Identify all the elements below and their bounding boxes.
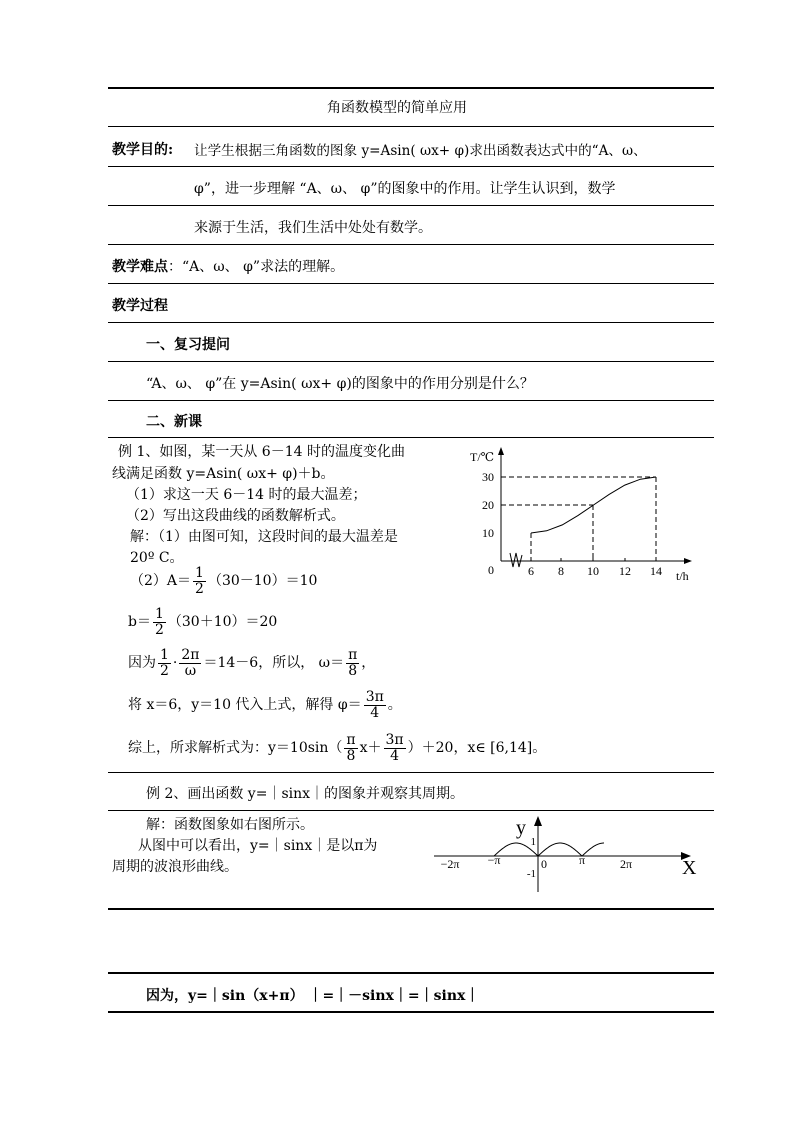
formula-text: （30＋10）＝20	[167, 614, 278, 631]
fraction	[193, 566, 206, 596]
x-axis-arrow	[684, 558, 692, 564]
example1-sol1: 解：（1）由图可知，这段时间的最大温差是	[130, 529, 398, 545]
fraction-denominator: 4	[370, 704, 380, 721]
y-axis-label: y	[516, 817, 526, 839]
formula-text: ）＋20，x∈ [6,14]。	[407, 740, 547, 757]
y-tick-label: -1	[526, 868, 536, 880]
x-axis-label: X	[682, 857, 697, 879]
y-axis-arrow	[498, 447, 504, 455]
rule-bottom	[108, 1011, 714, 1013]
x-tick-label: 8	[558, 564, 564, 578]
objectives-label: 教学目的:	[112, 142, 174, 158]
final-statement: 因为，y=｜sin（x+π） ｜=｜－sinx｜=｜sinx｜	[146, 988, 480, 1004]
rule	[108, 126, 714, 127]
fraction-numerator: π	[348, 647, 358, 663]
example2-sol2: 从图中可以看出，y=｜sinx｜是以π为	[138, 838, 378, 854]
y-tick-label: 1	[530, 836, 536, 848]
y-axis-label: T/℃	[470, 450, 495, 464]
fraction-numerator: π	[346, 732, 356, 748]
x-tick-label: −2π	[440, 857, 460, 871]
x-tick-label: 10	[587, 564, 599, 578]
example1-sol1b: 20º C。	[130, 550, 184, 566]
fraction-numerator: 1	[160, 647, 169, 663]
x-tick-label: 14	[650, 564, 662, 578]
page-title: 角函数模型的简单应用	[327, 100, 467, 116]
example1-line1: 例 1、如图，某一天从 6－14 时的温度变化曲	[118, 444, 405, 460]
fraction-numerator: 1	[154, 606, 164, 622]
formula-text: 。	[387, 697, 402, 714]
example2-sol3: 周期的波浪形曲线。	[112, 859, 238, 875]
example1-line2: 线满足函数 y=Asin( ωx+ φ)＋b。	[112, 466, 335, 482]
fraction-numerator: 3π	[365, 689, 384, 705]
review-heading: 一、复习提问	[146, 337, 230, 353]
y-tick-label: 30	[482, 470, 494, 484]
formula-text: b＝	[128, 614, 151, 631]
fraction	[344, 733, 357, 763]
new-lesson-heading: 二、新课	[146, 414, 202, 430]
rule	[108, 205, 714, 206]
rule	[108, 972, 714, 974]
fraction	[153, 607, 166, 637]
rule	[108, 166, 714, 167]
difficulty-text: ：“A、ω、 φ”求法的理解。	[168, 259, 345, 275]
x-tick-label: 6	[528, 564, 534, 578]
fraction-denominator: 2	[160, 662, 169, 679]
fraction-denominator: 2	[154, 621, 164, 638]
difficulty-label: 教学难点	[112, 259, 168, 275]
objectives-line3: 来源于生活，我们生活中处处有数学。	[194, 220, 432, 236]
objectives-line2: φ”，进一步理解 “A、ω、 φ”的图象中的作用。让学生认识到，数学	[194, 181, 616, 197]
origin-label: 0	[488, 563, 494, 577]
formula-text: （2）A＝	[130, 573, 192, 590]
rule-top	[108, 87, 714, 89]
formula-summary	[128, 733, 546, 763]
fraction-denominator: 8	[346, 747, 356, 764]
temperature-chart	[460, 437, 700, 587]
x-tick-label: −π	[487, 853, 501, 867]
formula-phi	[128, 690, 402, 720]
example2-question: 例 2、画出函数 y=｜sinx｜的图象并观察其周期。	[146, 786, 465, 802]
fraction-denominator: 4	[390, 747, 400, 764]
rule	[108, 810, 714, 811]
y-axis-arrow	[534, 816, 542, 826]
formula-text: ，	[361, 655, 376, 672]
rule	[108, 400, 714, 401]
fraction	[179, 648, 201, 678]
rule	[108, 244, 714, 245]
y-tick-label: 10	[482, 526, 494, 540]
formula-b	[128, 607, 277, 637]
fraction-denominator: ω	[184, 662, 197, 679]
x-tick-label: 0	[541, 857, 547, 871]
x-tick-label: 12	[619, 564, 631, 578]
fraction-denominator: 2	[195, 580, 204, 597]
rule	[108, 908, 714, 910]
example2-sol1: 解：函数图象如右图所示。	[146, 817, 314, 833]
formula-text: （30－10）＝10	[207, 573, 318, 590]
abs-sin-chart	[432, 812, 702, 894]
difficulty-row	[112, 256, 344, 276]
fraction	[158, 648, 171, 678]
fraction	[364, 690, 386, 720]
x-tick-label: π	[578, 853, 586, 867]
rule	[108, 361, 714, 362]
fraction	[384, 733, 406, 763]
fraction-denominator: 8	[348, 662, 358, 679]
x-axis-label: t/h	[676, 569, 689, 583]
process-label: 教学过程	[112, 298, 168, 314]
example1-q2: （2）写出这段曲线的函数解析式。	[126, 508, 345, 524]
y-tick-label: 20	[482, 498, 494, 512]
fraction	[346, 648, 359, 678]
fraction-numerator: 2π	[181, 647, 200, 663]
rule	[108, 772, 714, 773]
rule	[108, 322, 714, 323]
formula-text: ＝14－6，所以， ω＝	[203, 655, 345, 672]
rule	[108, 283, 714, 284]
formula-text: ·	[172, 655, 178, 672]
fraction-numerator: 1	[195, 565, 204, 581]
formula-A	[130, 566, 317, 596]
formula-text: 综上，所求解析式为：y＝10sin（	[128, 740, 343, 757]
formula-omega	[128, 648, 375, 678]
formula-text: 将 x＝6，y＝10 代入上式，解得 φ＝	[128, 697, 362, 714]
example1-q1: （1）求这一天 6－14 时的最大温差；	[126, 487, 367, 503]
fraction-numerator: 3π	[385, 732, 404, 748]
abs-sin-curve	[494, 843, 604, 856]
x-tick-label: 2π	[619, 857, 633, 871]
formula-text: 因为	[128, 655, 156, 672]
review-question: “A、ω、 φ”在 y=Asin( ωx+ φ)的图象中的作用分别是什么？	[146, 376, 534, 392]
formula-text: x＋	[359, 740, 382, 757]
objectives-line1: 让学生根据三角函数的图象 y=Asin( ωx+ φ)求出函数表达式中的“A、ω、	[194, 143, 647, 159]
axis-break	[510, 553, 522, 567]
